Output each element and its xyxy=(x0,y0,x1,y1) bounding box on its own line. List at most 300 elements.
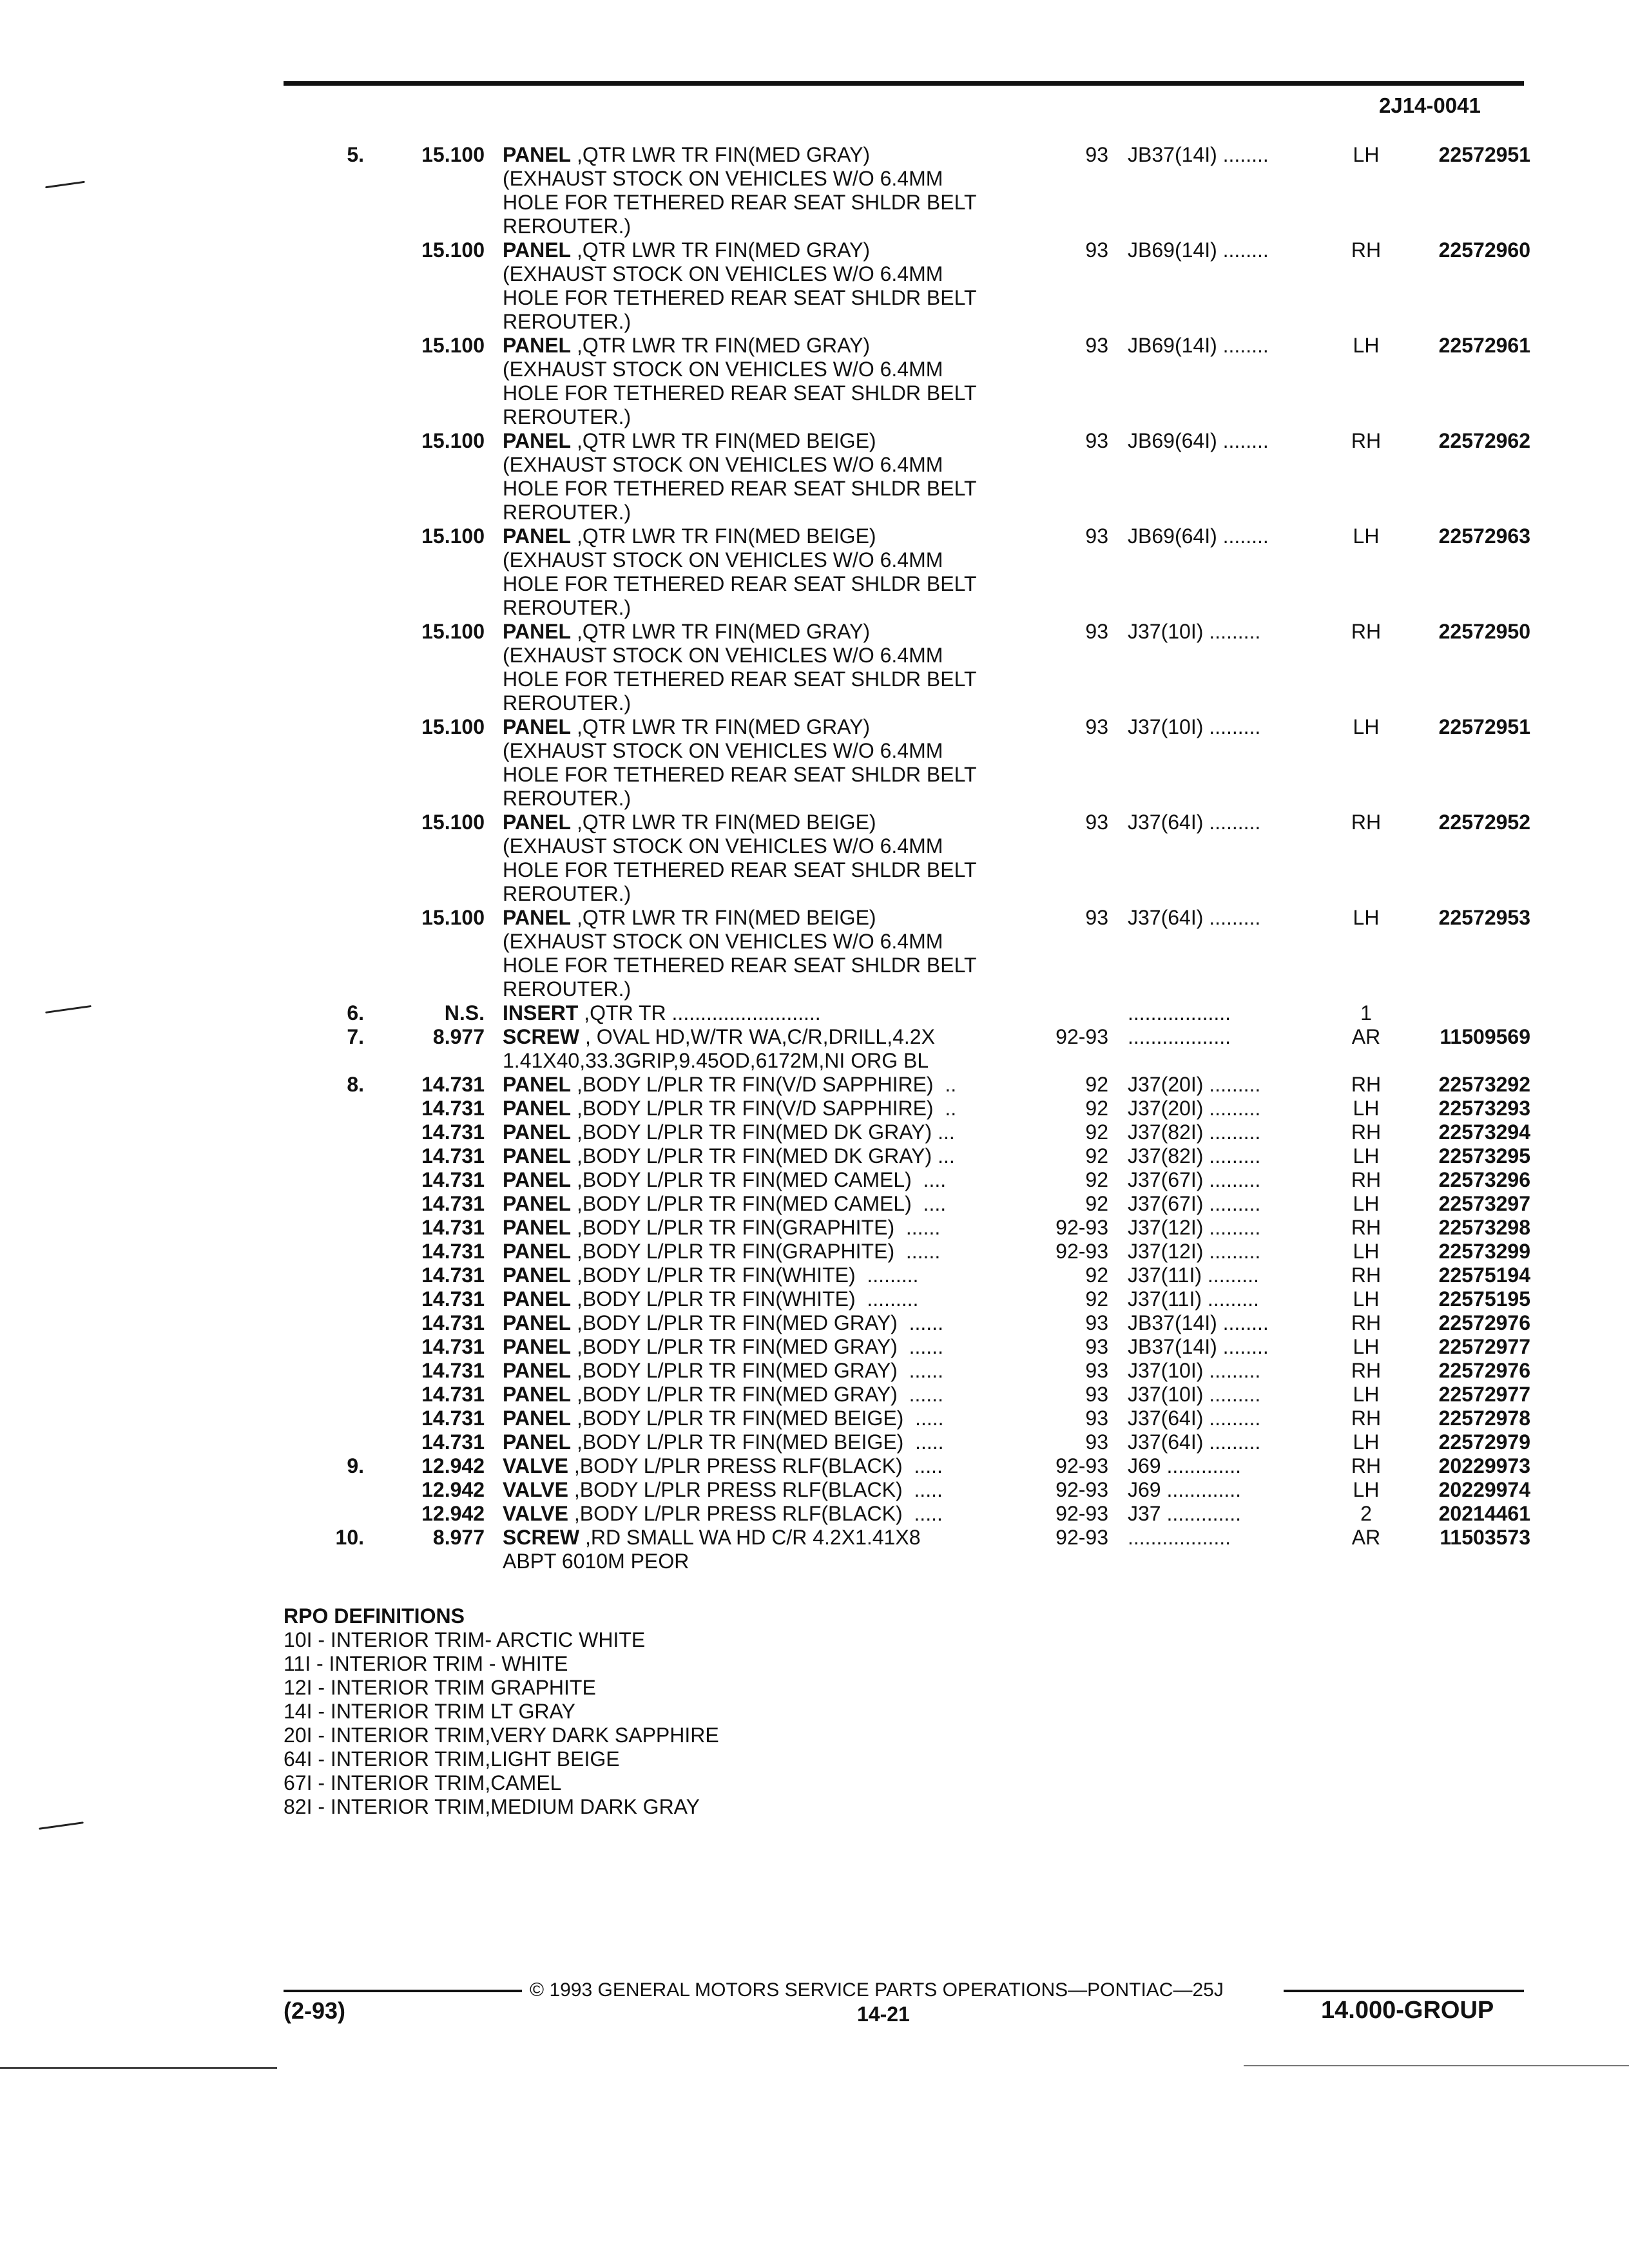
part-description xyxy=(503,1430,1037,1454)
part-description-continuation: REROUTER.) xyxy=(503,501,631,524)
part-name: VALVE xyxy=(503,1502,568,1525)
model-year: 93 xyxy=(1085,143,1108,166)
part-description xyxy=(503,429,1037,524)
model-year: 92-93 xyxy=(1055,1454,1108,1477)
part-number: 11503573 xyxy=(1440,1526,1530,1549)
part-description-continuation: (EXHAUST STOCK ON VEHICLES W/O 6.4MM xyxy=(503,739,943,762)
rpo-code: J37(20I) ......... xyxy=(1128,1097,1261,1120)
quantity: LH xyxy=(1353,1097,1380,1120)
quantity: LH xyxy=(1353,1144,1380,1168)
part-description-text: ,BODY L/PLR TR FIN(GRAPHITE) ...... xyxy=(571,1216,941,1239)
part-description xyxy=(503,143,1037,238)
section-number: 15.100 xyxy=(421,906,485,929)
part-description-continuation: (EXHAUST STOCK ON VEHICLES W/O 6.4MM xyxy=(503,644,943,667)
parts-row xyxy=(0,1478,1629,1502)
model-year: 93 xyxy=(1085,620,1108,643)
section-number: 15.100 xyxy=(421,620,485,643)
part-description-continuation: HOLE FOR TETHERED REAR SEAT SHLDR BELT xyxy=(503,668,977,691)
parts-row xyxy=(0,1097,1629,1120)
part-description-text: ,QTR LWR TR FIN(MED GRAY) xyxy=(571,715,871,738)
part-name: PANEL xyxy=(503,715,572,738)
part-number: 22572977 xyxy=(1438,1335,1530,1358)
rpo-definition: 67I - INTERIOR TRIM,CAMEL xyxy=(284,1771,562,1794)
part-number: 22572963 xyxy=(1438,524,1530,548)
parts-row xyxy=(0,906,1629,1001)
parts-row xyxy=(0,1264,1629,1287)
part-description-continuation: (EXHAUST STOCK ON VEHICLES W/O 6.4MM xyxy=(503,358,943,381)
part-description xyxy=(503,1287,1037,1311)
part-description xyxy=(503,1454,1037,1478)
part-number: 22572977 xyxy=(1438,1383,1530,1406)
quantity: 2 xyxy=(1360,1502,1372,1525)
part-description xyxy=(503,238,1037,334)
section-number: 14.731 xyxy=(421,1192,485,1215)
part-description-text: ,BODY L/PLR TR FIN(V/D SAPPHIRE) .. xyxy=(571,1073,957,1096)
rpo-definition: 20I - INTERIOR TRIM,VERY DARK SAPPHIRE xyxy=(284,1724,719,1747)
model-year: 92 xyxy=(1085,1192,1108,1215)
part-description xyxy=(503,1335,1037,1359)
part-description-text: ,QTR TR .......................... xyxy=(578,1001,821,1024)
part-description-continuation: REROUTER.) xyxy=(503,691,631,715)
part-name: PANEL xyxy=(503,429,572,452)
part-number: 22572950 xyxy=(1438,620,1530,643)
part-description xyxy=(503,1502,1037,1526)
part-number: 22573292 xyxy=(1438,1073,1530,1096)
part-description xyxy=(503,1383,1037,1407)
rpo-code: J37(11I) ......... xyxy=(1128,1287,1259,1311)
quantity: LH xyxy=(1353,1430,1380,1454)
part-description xyxy=(503,811,1037,906)
part-description xyxy=(503,524,1037,620)
footer-group: 14.000-GROUP xyxy=(1321,1997,1494,2024)
rpo-code: .................. xyxy=(1128,1025,1231,1048)
quantity: LH xyxy=(1353,1192,1380,1215)
part-description xyxy=(503,1192,1037,1216)
section-number: 8.977 xyxy=(432,1526,485,1549)
item-number: 9. xyxy=(347,1454,364,1477)
part-name: PANEL xyxy=(503,334,572,357)
parts-row xyxy=(0,1383,1629,1407)
section-number: 15.100 xyxy=(421,334,485,357)
parts-row xyxy=(0,1192,1629,1216)
part-name: PANEL xyxy=(503,1359,572,1382)
section-number: 14.731 xyxy=(421,1287,485,1311)
rpo-code: JB69(14I) ........ xyxy=(1128,334,1269,357)
part-name: PANEL xyxy=(503,238,572,262)
part-name: PANEL xyxy=(503,524,572,548)
rpo-code: .................. xyxy=(1128,1526,1231,1549)
rpo-code: J37 ............. xyxy=(1128,1502,1242,1525)
section-number: 14.731 xyxy=(421,1430,485,1454)
section-number: N.S. xyxy=(444,1001,485,1024)
model-year: 93 xyxy=(1085,1335,1108,1358)
model-year: 92 xyxy=(1085,1097,1108,1120)
item-number: 7. xyxy=(347,1025,364,1048)
footer-copyright: © 1993 GENERAL MOTORS SERVICE PARTS OPERATIONS—PONTIAC—25J xyxy=(530,1979,1224,2001)
part-description xyxy=(503,715,1037,811)
parts-row xyxy=(0,811,1629,906)
quantity: LH xyxy=(1353,1240,1380,1263)
rpo-definition: 12I - INTERIOR TRIM GRAPHITE xyxy=(284,1676,596,1699)
part-name: PANEL xyxy=(503,1097,572,1120)
parts-row xyxy=(0,1430,1629,1454)
part-description-continuation: REROUTER.) xyxy=(503,310,631,333)
footer-page-number: 14-21 xyxy=(857,2003,910,2026)
part-description-text: ,BODY L/PLR PRESS RLF(BLACK) ..... xyxy=(568,1478,943,1501)
rpo-code: JB37(14I) ........ xyxy=(1128,1335,1269,1358)
model-year: 93 xyxy=(1085,1407,1108,1430)
part-name: PANEL xyxy=(503,906,572,929)
quantity: RH xyxy=(1351,1454,1382,1477)
section-number: 12.942 xyxy=(421,1454,485,1477)
part-name: PANEL xyxy=(503,620,572,643)
part-description-text: ,QTR LWR TR FIN(MED GRAY) xyxy=(571,143,871,166)
parts-row xyxy=(0,715,1629,811)
rpo-code: J37(10I) ......... xyxy=(1128,620,1261,643)
rpo-definitions xyxy=(284,1604,719,1819)
part-description-continuation: (EXHAUST STOCK ON VEHICLES W/O 6.4MM xyxy=(503,834,943,858)
model-year: 93 xyxy=(1085,811,1108,834)
quantity: RH xyxy=(1351,1216,1382,1239)
footer-rule-right xyxy=(1284,1990,1524,1992)
part-description-text: ,BODY L/PLR TR FIN(WHITE) ......... xyxy=(571,1287,919,1311)
rpo-definitions-title: RPO DEFINITIONS xyxy=(284,1604,465,1628)
part-description-continuation: HOLE FOR TETHERED REAR SEAT SHLDR BELT xyxy=(503,763,977,786)
part-number: 22573295 xyxy=(1438,1144,1530,1168)
part-number: 22575194 xyxy=(1438,1264,1530,1287)
rpo-code: J37(67I) ......... xyxy=(1128,1192,1261,1215)
rpo-code: JB37(14I) ........ xyxy=(1128,1311,1269,1334)
part-number: 22572978 xyxy=(1438,1407,1530,1430)
section-number: 14.731 xyxy=(421,1407,485,1430)
quantity: AR xyxy=(1351,1025,1381,1048)
part-description xyxy=(503,1073,1037,1097)
model-year: 92-93 xyxy=(1055,1025,1108,1048)
quantity: RH xyxy=(1351,1168,1382,1191)
parts-row xyxy=(0,334,1629,429)
part-name: VALVE xyxy=(503,1454,568,1477)
part-description-continuation: REROUTER.) xyxy=(503,787,631,810)
part-description-continuation: REROUTER.) xyxy=(503,882,631,905)
footer-date: (2-93) xyxy=(284,1997,346,2024)
section-number: 14.731 xyxy=(421,1144,485,1168)
part-description xyxy=(503,1311,1037,1335)
part-number: 22573297 xyxy=(1438,1192,1530,1215)
section-number: 12.942 xyxy=(421,1502,485,1525)
part-number: 22573293 xyxy=(1438,1097,1530,1120)
part-name: SCREW xyxy=(503,1025,580,1048)
part-description-continuation: HOLE FOR TETHERED REAR SEAT SHLDR BELT xyxy=(503,381,977,405)
part-description-text: ,BODY L/PLR TR FIN(WHITE) ......... xyxy=(571,1264,919,1287)
part-number: 22572951 xyxy=(1438,143,1530,166)
part-description xyxy=(503,1240,1037,1264)
part-name: PANEL xyxy=(503,143,572,166)
part-number: 22573294 xyxy=(1438,1120,1530,1144)
parts-row xyxy=(0,524,1629,620)
part-description xyxy=(503,1144,1037,1168)
part-name: PANEL xyxy=(503,1430,572,1454)
model-year: 92-93 xyxy=(1055,1502,1108,1525)
section-number: 8.977 xyxy=(432,1025,485,1048)
part-name: PANEL xyxy=(503,1311,572,1334)
part-description-continuation: 1.41X40,33.3GRIP,9.45OD,6172M,NI ORG BL xyxy=(503,1049,929,1072)
part-name: PANEL xyxy=(503,1383,572,1406)
part-name: PANEL xyxy=(503,1216,572,1239)
section-number: 14.731 xyxy=(421,1097,485,1120)
section-number: 14.731 xyxy=(421,1168,485,1191)
part-description xyxy=(503,1025,1037,1073)
rpo-code: J37(10I) ......... xyxy=(1128,715,1261,738)
rpo-definition: 82I - INTERIOR TRIM,MEDIUM DARK GRAY xyxy=(284,1795,700,1818)
part-name: PANEL xyxy=(503,1264,572,1287)
part-description-continuation: (EXHAUST STOCK ON VEHICLES W/O 6.4MM xyxy=(503,262,943,285)
rpo-code: JB69(64I) ........ xyxy=(1128,429,1269,452)
rpo-code: J37(82I) ......... xyxy=(1128,1120,1261,1144)
part-number: 20229974 xyxy=(1438,1478,1530,1501)
model-year: 92 xyxy=(1085,1264,1108,1287)
parts-row xyxy=(0,429,1629,524)
parts-row xyxy=(0,1240,1629,1264)
part-description-continuation: HOLE FOR TETHERED REAR SEAT SHLDR BELT xyxy=(503,191,977,214)
rpo-definition: 14I - INTERIOR TRIM LT GRAY xyxy=(284,1700,575,1723)
model-year: 93 xyxy=(1085,238,1108,262)
model-year: 92 xyxy=(1085,1073,1108,1096)
rpo-code: J37(10I) ......... xyxy=(1128,1383,1261,1406)
part-description-text: ,QTR LWR TR FIN(MED BEIGE) xyxy=(571,906,876,929)
part-number: 22572951 xyxy=(1438,715,1530,738)
parts-row xyxy=(0,1144,1629,1168)
quantity: AR xyxy=(1351,1526,1381,1549)
header-rule xyxy=(284,81,1524,86)
model-year: 92-93 xyxy=(1055,1526,1108,1549)
quantity: RH xyxy=(1351,620,1382,643)
section-number: 14.731 xyxy=(421,1216,485,1239)
parts-row xyxy=(0,1335,1629,1359)
parts-row xyxy=(0,620,1629,715)
part-description-text: ,BODY L/PLR TR FIN(MED GRAY) ...... xyxy=(571,1383,943,1406)
parts-row xyxy=(0,1001,1629,1025)
part-description-continuation: HOLE FOR TETHERED REAR SEAT SHLDR BELT xyxy=(503,286,977,309)
part-description-text: ,BODY L/PLR TR FIN(MED GRAY) ...... xyxy=(571,1311,943,1334)
part-description-text: ,RD SMALL WA HD C/R 4.2X1.41X8 xyxy=(579,1526,921,1549)
quantity: RH xyxy=(1351,1311,1382,1334)
parts-row xyxy=(0,1287,1629,1311)
part-number: 22572952 xyxy=(1438,811,1530,834)
part-description-continuation: (EXHAUST STOCK ON VEHICLES W/O 6.4MM xyxy=(503,548,943,572)
margin-mark xyxy=(39,1821,84,1830)
quantity: 1 xyxy=(1360,1001,1372,1024)
part-number: 22572953 xyxy=(1438,906,1530,929)
quantity: RH xyxy=(1351,429,1382,452)
model-year: 93 xyxy=(1085,1359,1108,1382)
part-description-text: ,BODY L/PLR PRESS RLF(BLACK) ..... xyxy=(568,1502,943,1525)
quantity: RH xyxy=(1351,1407,1382,1430)
part-number: 22573298 xyxy=(1438,1216,1530,1239)
part-description-continuation: (EXHAUST STOCK ON VEHICLES W/O 6.4MM xyxy=(503,930,943,953)
part-description xyxy=(503,906,1037,1001)
part-description-continuation: REROUTER.) xyxy=(503,405,631,428)
quantity: RH xyxy=(1351,1264,1382,1287)
part-description-text: ,QTR LWR TR FIN(MED GRAY) xyxy=(571,334,871,357)
rpo-code: J37(10I) ......... xyxy=(1128,1359,1261,1382)
model-year: 93 xyxy=(1085,1311,1108,1334)
section-number: 15.100 xyxy=(421,524,485,548)
part-description-text: ,BODY L/PLR TR FIN(MED GRAY) ...... xyxy=(571,1359,943,1382)
rpo-code: J37(67I) ......... xyxy=(1128,1168,1261,1191)
parts-row xyxy=(0,1454,1629,1478)
part-description-continuation: (EXHAUST STOCK ON VEHICLES W/O 6.4MM xyxy=(503,453,943,476)
part-number: 20214461 xyxy=(1438,1502,1530,1525)
quantity: LH xyxy=(1353,715,1380,738)
part-number: 22572979 xyxy=(1438,1430,1530,1454)
quantity: LH xyxy=(1353,143,1380,166)
part-description-continuation: REROUTER.) xyxy=(503,977,631,1001)
section-number: 15.100 xyxy=(421,143,485,166)
part-name: SCREW xyxy=(503,1526,580,1549)
footer-rule-bottom-right xyxy=(1244,2065,1629,2066)
part-description xyxy=(503,1478,1037,1502)
rpo-code: J69 ............. xyxy=(1128,1478,1242,1501)
parts-list xyxy=(0,143,1629,1573)
section-number: 14.731 xyxy=(421,1073,485,1096)
part-description-continuation: REROUTER.) xyxy=(503,215,631,238)
parts-row xyxy=(0,1025,1629,1073)
part-name: PANEL xyxy=(503,1192,572,1215)
model-year: 93 xyxy=(1085,334,1108,357)
part-description-continuation: HOLE FOR TETHERED REAR SEAT SHLDR BELT xyxy=(503,477,977,500)
part-description-continuation: (EXHAUST STOCK ON VEHICLES W/O 6.4MM xyxy=(503,167,943,190)
part-description-text: , OVAL HD,W/TR WA,C/R,DRILL,4.2X xyxy=(579,1025,935,1048)
model-year: 93 xyxy=(1085,906,1108,929)
rpo-code: J37(64I) ......... xyxy=(1128,906,1261,929)
part-name: INSERT xyxy=(503,1001,579,1024)
parts-row xyxy=(0,1216,1629,1240)
footer-rule-bottom xyxy=(0,2067,277,2069)
quantity: RH xyxy=(1351,1359,1382,1382)
part-description xyxy=(503,1359,1037,1383)
model-year: 92 xyxy=(1085,1144,1108,1168)
parts-row xyxy=(0,1526,1629,1573)
part-description-text: ,BODY L/PLR TR FIN(MED BEIGE) ..... xyxy=(571,1430,944,1454)
part-name: PANEL xyxy=(503,1073,572,1096)
section-number: 14.731 xyxy=(421,1359,485,1382)
part-number: 11509569 xyxy=(1440,1025,1530,1048)
part-number: 22573299 xyxy=(1438,1240,1530,1263)
part-description-text: ,BODY L/PLR TR FIN(V/D SAPPHIRE) .. xyxy=(571,1097,957,1120)
part-name: PANEL xyxy=(503,811,572,834)
part-description-continuation: HOLE FOR TETHERED REAR SEAT SHLDR BELT xyxy=(503,572,977,595)
parts-row xyxy=(0,1073,1629,1097)
quantity: LH xyxy=(1353,1383,1380,1406)
section-number: 14.731 xyxy=(421,1383,485,1406)
part-description-text: ,BODY L/PLR PRESS RLF(BLACK) ..... xyxy=(568,1454,943,1477)
model-year: 93 xyxy=(1085,1430,1108,1454)
section-number: 14.731 xyxy=(421,1311,485,1334)
rpo-code: .................. xyxy=(1128,1001,1231,1024)
part-number: 22572961 xyxy=(1438,334,1530,357)
rpo-definition: 11I - INTERIOR TRIM - WHITE xyxy=(284,1652,568,1675)
part-description-text: ,BODY L/PLR TR FIN(MED CAMEL) .... xyxy=(571,1192,947,1215)
rpo-code: J69 ............. xyxy=(1128,1454,1242,1477)
quantity: LH xyxy=(1353,524,1380,548)
model-year: 93 xyxy=(1085,524,1108,548)
rpo-definition: 64I - INTERIOR TRIM,LIGHT BEIGE xyxy=(284,1747,620,1771)
part-description xyxy=(503,620,1037,715)
part-number: 22572962 xyxy=(1438,429,1530,452)
part-description-text: ,BODY L/PLR TR FIN(MED CAMEL) .... xyxy=(571,1168,947,1191)
rpo-code: JB37(14I) ........ xyxy=(1128,143,1269,166)
section-number: 15.100 xyxy=(421,429,485,452)
rpo-code: J37(82I) ......... xyxy=(1128,1144,1261,1168)
section-number: 14.731 xyxy=(421,1264,485,1287)
model-year: 93 xyxy=(1085,715,1108,738)
part-description xyxy=(503,334,1037,429)
rpo-code: J37(64I) ......... xyxy=(1128,1430,1261,1454)
part-name: PANEL xyxy=(503,1240,572,1263)
part-description xyxy=(503,1168,1037,1192)
part-description-text: ,QTR LWR TR FIN(MED BEIGE) xyxy=(571,811,876,834)
item-number: 10. xyxy=(335,1526,364,1549)
model-year: 92 xyxy=(1085,1168,1108,1191)
part-description-text: ,BODY L/PLR TR FIN(MED DK GRAY) ... xyxy=(571,1144,955,1168)
rpo-code: JB69(14I) ........ xyxy=(1128,238,1269,262)
part-number: 22572960 xyxy=(1438,238,1530,262)
part-description-text: ,QTR LWR TR FIN(MED BEIGE) xyxy=(571,524,876,548)
model-year: 93 xyxy=(1085,429,1108,452)
rpo-code: J37(64I) ......... xyxy=(1128,811,1261,834)
rpo-definition: 10I - INTERIOR TRIM- ARCTIC WHITE xyxy=(284,1628,646,1651)
part-description xyxy=(503,1120,1037,1144)
part-name: PANEL xyxy=(503,1168,572,1191)
section-number: 15.100 xyxy=(421,715,485,738)
page-code: 2J14-0041 xyxy=(1379,93,1481,117)
part-number: 22572976 xyxy=(1438,1359,1530,1382)
parts-row xyxy=(0,1120,1629,1144)
parts-row xyxy=(0,1502,1629,1526)
parts-row xyxy=(0,1359,1629,1383)
part-description-text: ,BODY L/PLR TR FIN(MED DK GRAY) ... xyxy=(571,1120,955,1144)
part-description xyxy=(503,1264,1037,1287)
part-name: PANEL xyxy=(503,1144,572,1168)
part-description xyxy=(503,1216,1037,1240)
model-year: 92-93 xyxy=(1055,1478,1108,1501)
part-description xyxy=(503,1097,1037,1120)
parts-row xyxy=(0,1311,1629,1335)
part-name: VALVE xyxy=(503,1478,568,1501)
part-name: PANEL xyxy=(503,1120,572,1144)
rpo-code: JB69(64I) ........ xyxy=(1128,524,1269,548)
part-description-text: ,BODY L/PLR TR FIN(MED GRAY) ...... xyxy=(571,1335,943,1358)
rpo-code: J37(12I) ......... xyxy=(1128,1240,1261,1263)
quantity: RH xyxy=(1351,238,1382,262)
part-description xyxy=(503,1526,1037,1573)
part-number: 22573296 xyxy=(1438,1168,1530,1191)
quantity: LH xyxy=(1353,1287,1380,1311)
model-year: 92 xyxy=(1085,1287,1108,1311)
part-name: PANEL xyxy=(503,1287,572,1311)
parts-row xyxy=(0,238,1629,334)
section-number: 14.731 xyxy=(421,1120,485,1144)
parts-row xyxy=(0,143,1629,238)
part-description-continuation: HOLE FOR TETHERED REAR SEAT SHLDR BELT xyxy=(503,858,977,881)
footer-rule-left xyxy=(284,1990,522,1992)
quantity: LH xyxy=(1353,906,1380,929)
part-number: 20229973 xyxy=(1438,1454,1530,1477)
part-name: PANEL xyxy=(503,1335,572,1358)
item-number: 6. xyxy=(347,1001,364,1024)
part-description-continuation: REROUTER.) xyxy=(503,596,631,619)
item-number: 8. xyxy=(347,1073,364,1096)
